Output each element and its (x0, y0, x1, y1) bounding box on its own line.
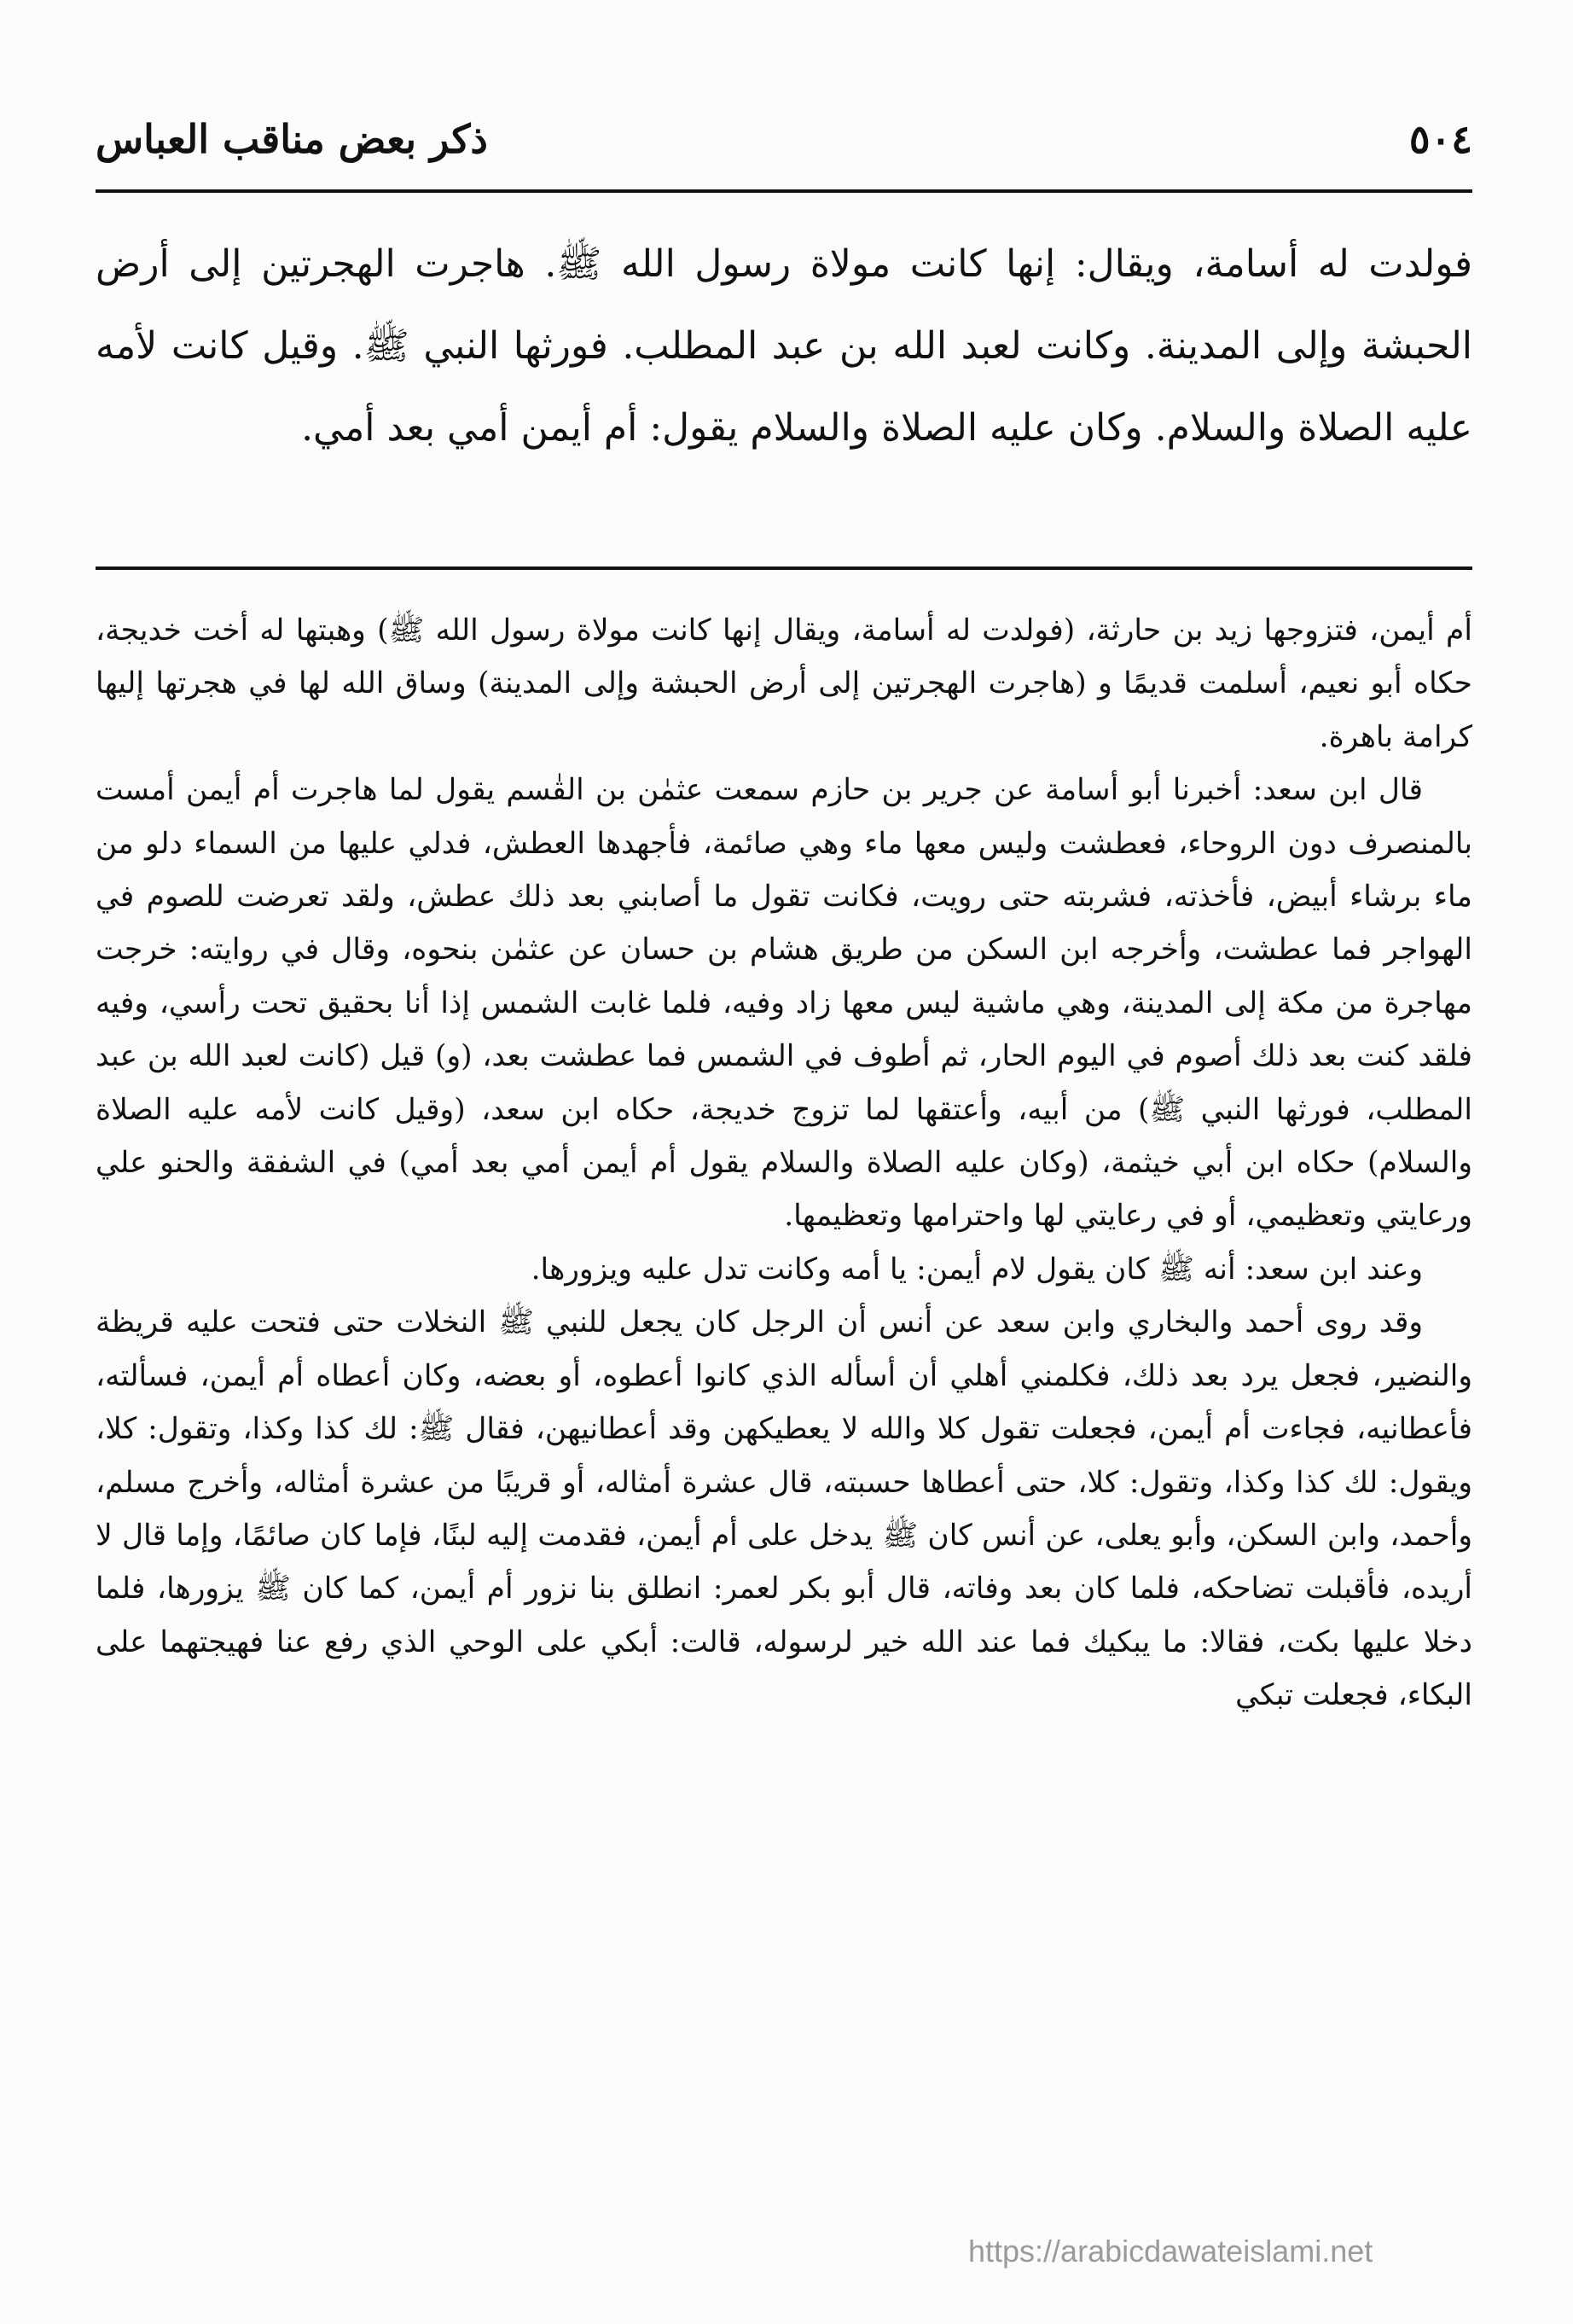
page-header (96, 101, 1472, 177)
commentary-paragraph: وقد روى أحمد والبخاري وابن سعد عن أنس أن الرجل كان يجعل للنبي ﷺ النخلات حتى فتحت عليه قريظة والنضير، فجعل يرد بعد ذلك، فكلمني أهلي أن أسأله الذي كانوا أعطوه، أو بعضه، وكان أعطاه أم أيمن، فسألته، فأعطانيه، فجاءت أم أيمن، فجعلت تقول كلا والله لا يعطيكهن وقد أعطانيهن، فقال ﷺ: لك كذا وكذا، وتقول: كلا، ويقول: لك كذا وكذا، وتقول: كلا، حتى أعطاها حسبته، قال عشرة أمثاله، أو قريبًا من عشرة أمثاله، وأخرج مسلم، وأحمد، وابن السكن، وأبو يعلى، عن أنس كان ﷺ يدخل على أم أيمن، فقدمت إليه لبنًا، فإما كان صائمًا، وإما قال لا أريده، فأقبلت تضاحكه، فلما كان بعد وفاته، قال أبو بكر لعمر: انطلق بنا نزور أم أيمن، كما كان ﷺ يزورها، فلما دخلا عليها بكت، فقالا: ما يبكيك فما عند الله خير لرسوله، قالت: أبكي على الوحي الذي رفع عنا فهيجتهما على البكاء، فجعلت تبكي (96, 1305, 1472, 1713)
watermark-url: https://arabicdawateislami.net (968, 2234, 1373, 2269)
page-title: ذكر بعض مناقب العباس (96, 116, 488, 162)
commentary-paragraph: قال ابن سعد: أخبرنا أبو أسامة عن جرير بن حازم سمعت عثمٰن بن القٰسم يقول لما هاجرت أم أيمن أمست بالمنصرف دون الروحاء، فعطشت وليس معها ماء وهي صائمة، فأجهدها العطش، فدلي عليها من السماء دلو من ماء برشاء أبيض، فأخذته، فشربته حتى رويت، فكانت تقول ما أصابني بعد ذلك عطش، ولقد تعرضت للصوم في الهواجر فما عطشت، وأخرجه ابن السكن من طريق هشام بن حسان عن عثمٰن بنحوه، وقال في روايته: خرجت مهاجرة من مكة إلى المدينة، وهي ماشية ليس معها زاد وفيه، فلما غابت الشمس إذا أنا بحقيق تحت رأسي، وفيه فلقد كنت بعد ذلك أصوم في اليوم الحار، ثم أطوف في الشمس فما عطشت بعد، (و) قيل (كانت لعبد الله بن عبد المطلب، فورثها النبي ﷺ) من أبيه، وأعتقها لما تزوج خديجة، حكاه ابن سعد، (وقيل كانت لأمه عليه الصلاة والسلام) حكاه ابن أبي خيثمة، (وكان عليه الصلاة والسلام يقول أم أيمن أمي بعد أمي) في الشفقة والحنو علي ورعايتي وتعظيمي، أو في رعايتي لها واحترامها وتعظيمها. (96, 773, 1472, 1234)
commentary-paragraph: وعند ابن سعد: أنه ﷺ كان يقول لام أيمن: يا أمه وكانت تدل عليه ويزورها. (531, 1252, 1423, 1287)
main-text: فولدت له أسامة، ويقال: إنها كانت مولاة رسول الله ﷺ. هاجرت الهجرتين إلى أرض الحبشة وإلى المدينة. وكانت لعبد الله بن عبد المطلب. فورثها النبي ﷺ. وقيل كانت لأمه عليه الصلاة والسلام. وكان عليه الصلاة والسلام يقول: أم أيمن أمي بعد أمي. (96, 242, 1472, 450)
header-divider (96, 189, 1472, 193)
page-number: ٥٠٤ (1408, 116, 1472, 162)
commentary-section (96, 604, 1472, 1723)
commentary-divider (96, 566, 1472, 570)
commentary-paragraph: أم أيمن، فتزوجها زيد بن حارثة، (فولدت له أسامة، ويقال إنها كانت مولاة رسول الله ﷺ) وهبتها له أخت خديجة، حكاه أبو نعيم، أسلمت قديمًا و (هاجرت الهجرتين إلى أرض الحبشة وإلى المدينة) وساق الله لها في هجرتها إليها كرامة باهرة. (96, 613, 1472, 754)
